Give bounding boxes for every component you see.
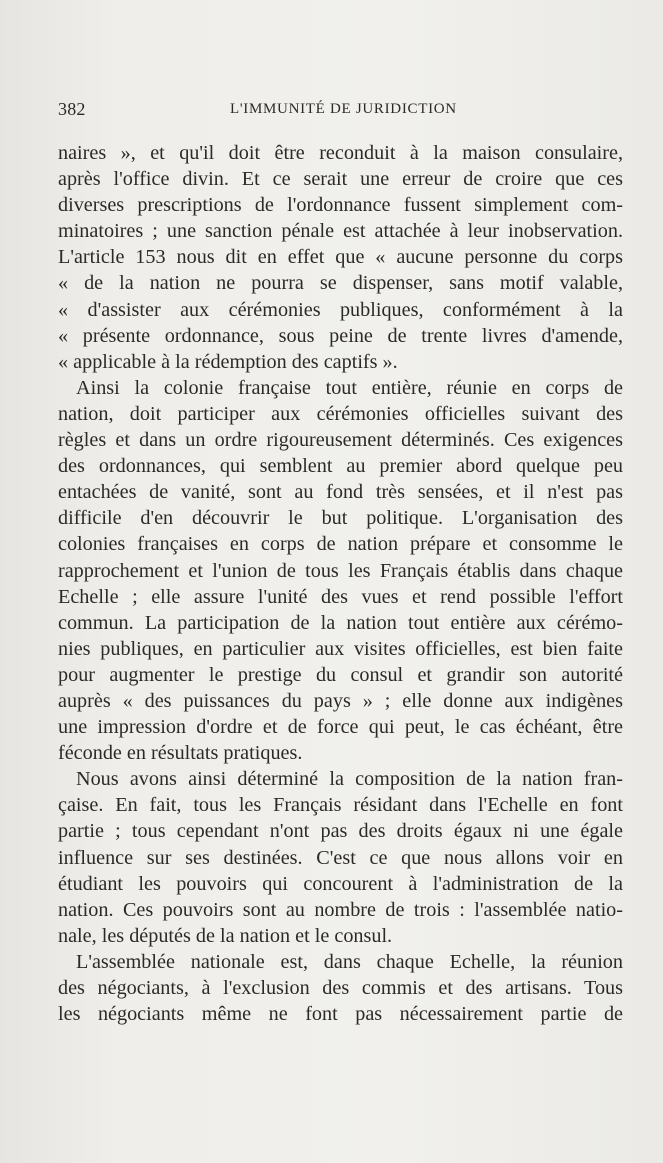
text-line: « applicable à la rédemption des captifs ». xyxy=(58,350,398,373)
body-text xyxy=(58,140,623,1027)
text-line: « présente ordonnance, sous peine de trente livres d'amende, xyxy=(58,324,623,347)
text-line: les négociants même ne font pas nécessairement partie de xyxy=(58,1003,623,1026)
page-number: 382 xyxy=(58,99,86,119)
text-line: entachées de vanité, sont au fond très sensées, et il n'est pas xyxy=(58,481,623,504)
text-line: « de la nation ne pourra se dispenser, sans motif valable, xyxy=(58,272,623,295)
text-line: rapprochement et l'union de tous les Français établis dans chaque xyxy=(58,559,623,582)
text-line: auprès « des puissances du pays » ; elle donne aux indigènes xyxy=(58,689,623,712)
text-line: influence sur ses destinées. C'est ce que nous allons voir en xyxy=(58,846,623,869)
text-line: nation, doit participer aux cérémonies officielles suivant des xyxy=(58,402,623,425)
text-line: commun. La participation de la nation tout entière aux cérémo- xyxy=(58,611,623,634)
text-line: nale, les députés de la nation et le consul. xyxy=(58,924,393,947)
text-line: Ainsi la colonie française tout entière, réunie en corps de xyxy=(76,376,623,399)
text-line: pour augmenter le prestige du consul et grandir son autorité xyxy=(58,663,623,686)
text-line: colonies françaises en corps de nation prépare et consomme le xyxy=(58,533,623,556)
text-line: L'article 153 nous dit en effet que « aucune personne du corps xyxy=(58,246,623,269)
text-line: féconde en résultats pratiques. xyxy=(58,742,303,765)
text-line: L'assemblée nationale est, dans chaque Echelle, la réunion xyxy=(76,950,623,973)
text-line: après l'office divin. Et ce serait une erreur de croire que ces xyxy=(58,168,623,191)
text-line: nies publiques, en particulier aux visites officielles, est bien faite xyxy=(58,637,623,660)
text-line: diverses prescriptions de l'ordonnance fussent simplement com- xyxy=(58,194,623,217)
text-line: règles et dans un ordre rigoureusement déterminés. Ces exigences xyxy=(58,429,623,452)
running-title: L'IMMUNITÉ DE JURIDICTION xyxy=(230,101,457,117)
text-line: naires », et qu'il doit être reconduit à la maison consulaire, xyxy=(58,142,623,164)
text-line: « d'assister aux cérémonies publiques, conformément à la xyxy=(58,298,623,321)
text-line: çaise. En fait, tous les Français résidant dans l'Echelle en font xyxy=(58,794,623,817)
text-line: difficile d'en découvrir le but politique. L'organisation des xyxy=(58,507,623,530)
text-line: Echelle ; elle assure l'unité des vues et rend possible l'effort xyxy=(58,585,623,608)
text-line: Nous avons ainsi déterminé la composition de la nation fran- xyxy=(76,768,623,791)
text-line: minatoires ; une sanction pénale est attachée à leur inobservation. xyxy=(58,220,623,243)
running-head xyxy=(58,99,623,123)
text-line: des ordonnances, qui semblent au premier abord quelque peu xyxy=(58,455,623,478)
text-line: une impression d'ordre et de force qui peut, le cas échéant, être xyxy=(58,716,623,739)
text-line: étudiant les pouvoirs qui concourent à l'administration de la xyxy=(58,872,623,895)
text-line: partie ; tous cependant n'ont pas des droits égaux ni une égale xyxy=(58,820,623,843)
text-line: des négociants, à l'exclusion des commis et des artisans. Tous xyxy=(58,977,623,999)
text-line: nation. Ces pouvoirs sont au nombre de trois : l'assemblée natio- xyxy=(58,898,623,921)
